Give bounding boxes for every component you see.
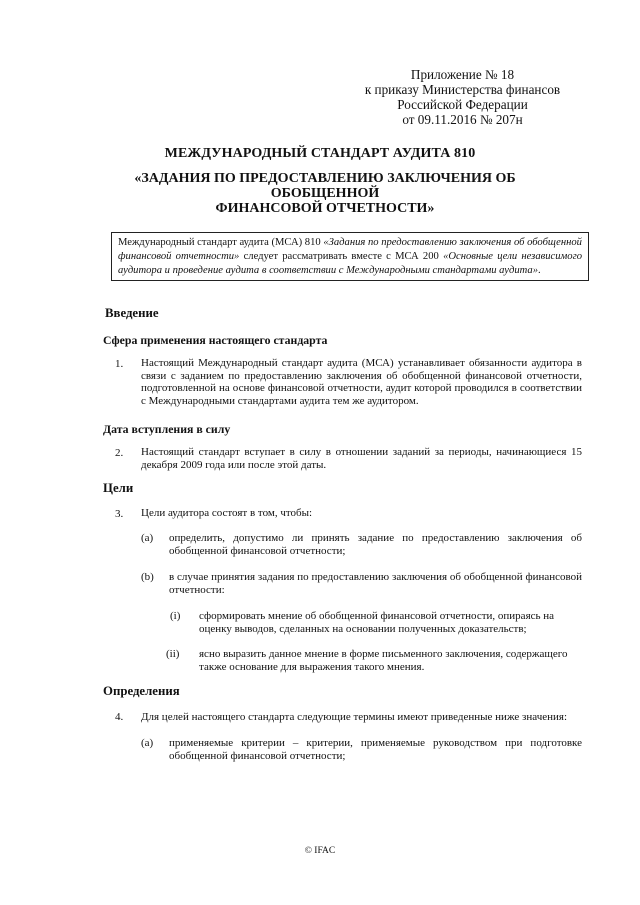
preamble-italic-1: «Задания по предоставлению заключения об обобщенной финансовой отчетности» [118, 237, 582, 263]
heading-objectives: Цели [103, 481, 134, 495]
item-3a-text: определить, допустимо ли принять задание по предоставлению заключения об обобщенной финансовой отчетности; [169, 532, 582, 557]
preamble-italic-2: «Основные цели независимого аудитора и проведение аудита в соответствии с Международными стандартами аудита» [118, 251, 582, 277]
standard-subtitle [100, 171, 550, 216]
item-4a-text: применяемые критерии – критерии, применяемые руководством при подготовке обобщенной финансовой отчетности; [169, 737, 582, 762]
item-4a-label: (a) [141, 737, 154, 749]
annex-line-3: Российской Федерации [397, 97, 528, 112]
item-3b-label: (b) [141, 571, 154, 583]
paragraph-1-text: Настоящий Международный стандарт аудита (МСА) устанавливает обязанности аудитора в связи с заданием по предоставлению заключения об обобщенной финансовой отчетности, подготовленной на основе финансовой отчетности, аудит которой проводился в соответствии с Международными стандартами аудита тем же аудитором. [141, 357, 582, 407]
heading-definitions: Определения [103, 684, 180, 698]
standard-subtitle-line-1: «ЗАДАНИЯ ПО ПРЕДОСТАВЛЕНИЮ ЗАКЛЮЧЕНИЯ ОБ ОБОБЩЕННОЙ [134, 171, 516, 201]
standard-subtitle-line-2: ФИНАНСОВОЙ ОТЧЕТНОСТИ» [215, 201, 435, 216]
paragraph-2-number: 2. [115, 447, 124, 459]
heading-scope: Сфера применения настоящего стандарта [103, 333, 328, 347]
paragraph-3-number: 3. [115, 508, 124, 520]
preamble-text-3: . [538, 265, 541, 277]
preamble-box [111, 232, 589, 281]
heading-effective-date: Дата вступления в силу [103, 422, 231, 436]
annex-line-4: от 09.11.2016 № 207н [402, 112, 523, 127]
standard-title: МЕЖДУНАРОДНЫЙ СТАНДАРТ АУДИТА 810 [164, 146, 476, 161]
item-3b-ii-text: ясно выразить данное мнение в форме письменного заключения, содержащего также основание для выражения такого мнения. [199, 648, 568, 673]
paragraph-4-number: 4. [115, 711, 124, 723]
paragraph-3-text: Цели аудитора состоят в том, чтобы: [141, 507, 313, 519]
paragraph-4-text: Для целей настоящего стандарта следующие термины имеют приведенные ниже значения: [141, 711, 568, 723]
annex-line-1: Приложение № 18 [410, 67, 515, 82]
annex-header [330, 67, 595, 127]
paragraph-2-text: Настоящий стандарт вступает в силу в отношении заданий за периоды, начинающиеся 15 декабря 2009 года или после этой даты. [141, 446, 582, 471]
heading-introduction: Введение [105, 306, 159, 320]
preamble-text-1: Международный стандарт аудита (МСА) 810 [118, 237, 324, 248]
paragraph-1-number: 1. [115, 358, 124, 370]
item-3b-i-label: (i) [170, 610, 181, 622]
preamble-text-2: следует рассматривать вместе с МСА 200 [239, 251, 444, 263]
copyright-footer: © IFAC [304, 846, 336, 856]
item-3b-ii-label: (ii) [166, 648, 180, 660]
item-3b-i-text: сформировать мнение об обобщенной финансовой отчетности, опираясь на оценку выводов, сделанных на основании полученных доказательств; [199, 610, 555, 635]
annex-line-2: к приказу Министерства финансов [364, 82, 561, 97]
item-3b-text: в случае принятия задания по предоставлению заключения об обобщенной финансовой отчетности: [169, 571, 582, 596]
item-3a-label: (a) [141, 532, 154, 544]
